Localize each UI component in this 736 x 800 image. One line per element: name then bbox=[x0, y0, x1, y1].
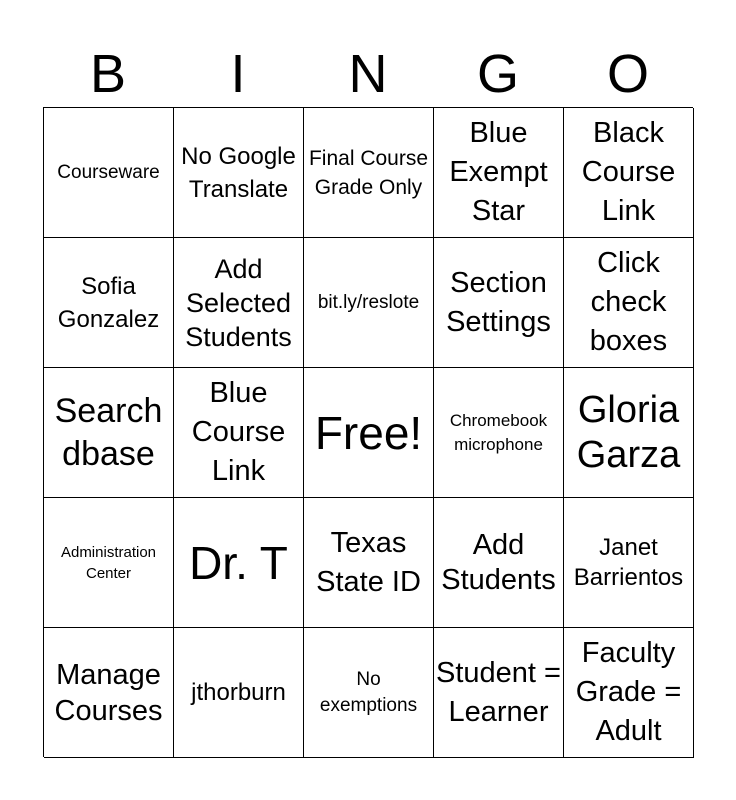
bingo-cell[interactable] bbox=[44, 238, 174, 368]
cell-text: Manage Courses bbox=[54, 658, 163, 727]
bingo-cell[interactable] bbox=[44, 498, 174, 628]
cell-text: Sofia Gonzalez bbox=[57, 272, 160, 333]
cell-text: No Google Translate bbox=[181, 142, 296, 203]
cell-text: Dr. T bbox=[189, 536, 288, 589]
bingo-cell[interactable] bbox=[174, 628, 304, 758]
cell-text: Administration Center bbox=[60, 543, 157, 582]
bingo-cell[interactable] bbox=[564, 368, 694, 498]
bingo-cell[interactable] bbox=[434, 108, 564, 238]
bingo-cell[interactable] bbox=[564, 628, 694, 758]
cell-text: Gloria Garza bbox=[576, 388, 681, 476]
free-space-cell[interactable] bbox=[304, 368, 434, 498]
bingo-cell[interactable] bbox=[434, 238, 564, 368]
cell-text: Add Selected Students bbox=[185, 253, 292, 352]
bingo-cell[interactable] bbox=[174, 368, 304, 498]
bingo-cell[interactable] bbox=[174, 108, 304, 238]
header-letter-g: G bbox=[476, 44, 519, 104]
free-space-text: Free! bbox=[314, 406, 423, 459]
header-letter-i: I bbox=[230, 44, 246, 104]
cell-text: Click check boxes bbox=[589, 247, 668, 357]
cell-text: Search dbase bbox=[54, 391, 163, 473]
cell-text: Section Settings bbox=[446, 266, 551, 338]
bingo-cell[interactable] bbox=[304, 628, 434, 758]
bingo-cell[interactable] bbox=[434, 628, 564, 758]
bingo-cell[interactable] bbox=[564, 238, 694, 368]
cell-text: Courseware bbox=[57, 161, 160, 183]
header-letter-n: N bbox=[348, 44, 388, 104]
header-letter-o: O bbox=[606, 44, 649, 104]
cell-text: No exemptions bbox=[319, 668, 418, 716]
cell-text: Janet Barrientos bbox=[573, 533, 684, 591]
cell-text: Chromebook microphone bbox=[449, 410, 548, 454]
bingo-cell[interactable] bbox=[434, 368, 564, 498]
cell-text: jthorburn bbox=[191, 679, 286, 706]
bingo-cell[interactable] bbox=[304, 498, 434, 628]
bingo-cell[interactable] bbox=[564, 108, 694, 238]
cell-text: Black Course Link bbox=[581, 117, 676, 227]
bingo-header bbox=[43, 40, 693, 108]
bingo-cell[interactable] bbox=[174, 238, 304, 368]
bingo-cell[interactable] bbox=[304, 238, 434, 368]
header-letter-b: B bbox=[89, 44, 127, 104]
bingo-grid bbox=[43, 107, 693, 757]
bingo-cell[interactable] bbox=[174, 498, 304, 628]
bingo-cell[interactable] bbox=[44, 628, 174, 758]
bingo-cell[interactable] bbox=[564, 498, 694, 628]
cell-text: Blue Course Link bbox=[191, 377, 286, 487]
cell-text: Faculty Grade = Adult bbox=[575, 637, 682, 747]
bingo-cell[interactable] bbox=[44, 368, 174, 498]
cell-text: Final Course Grade Only bbox=[308, 146, 429, 199]
cell-text: Blue Exempt Star bbox=[449, 117, 548, 227]
bingo-cell[interactable] bbox=[304, 108, 434, 238]
cell-text: Student = Learner bbox=[436, 656, 561, 728]
bingo-cell[interactable] bbox=[434, 498, 564, 628]
cell-text: Texas State ID bbox=[316, 526, 421, 598]
bingo-cell[interactable] bbox=[44, 108, 174, 238]
cell-text: Add Students bbox=[441, 528, 556, 596]
cell-text: bit.ly/reslote bbox=[317, 291, 420, 313]
